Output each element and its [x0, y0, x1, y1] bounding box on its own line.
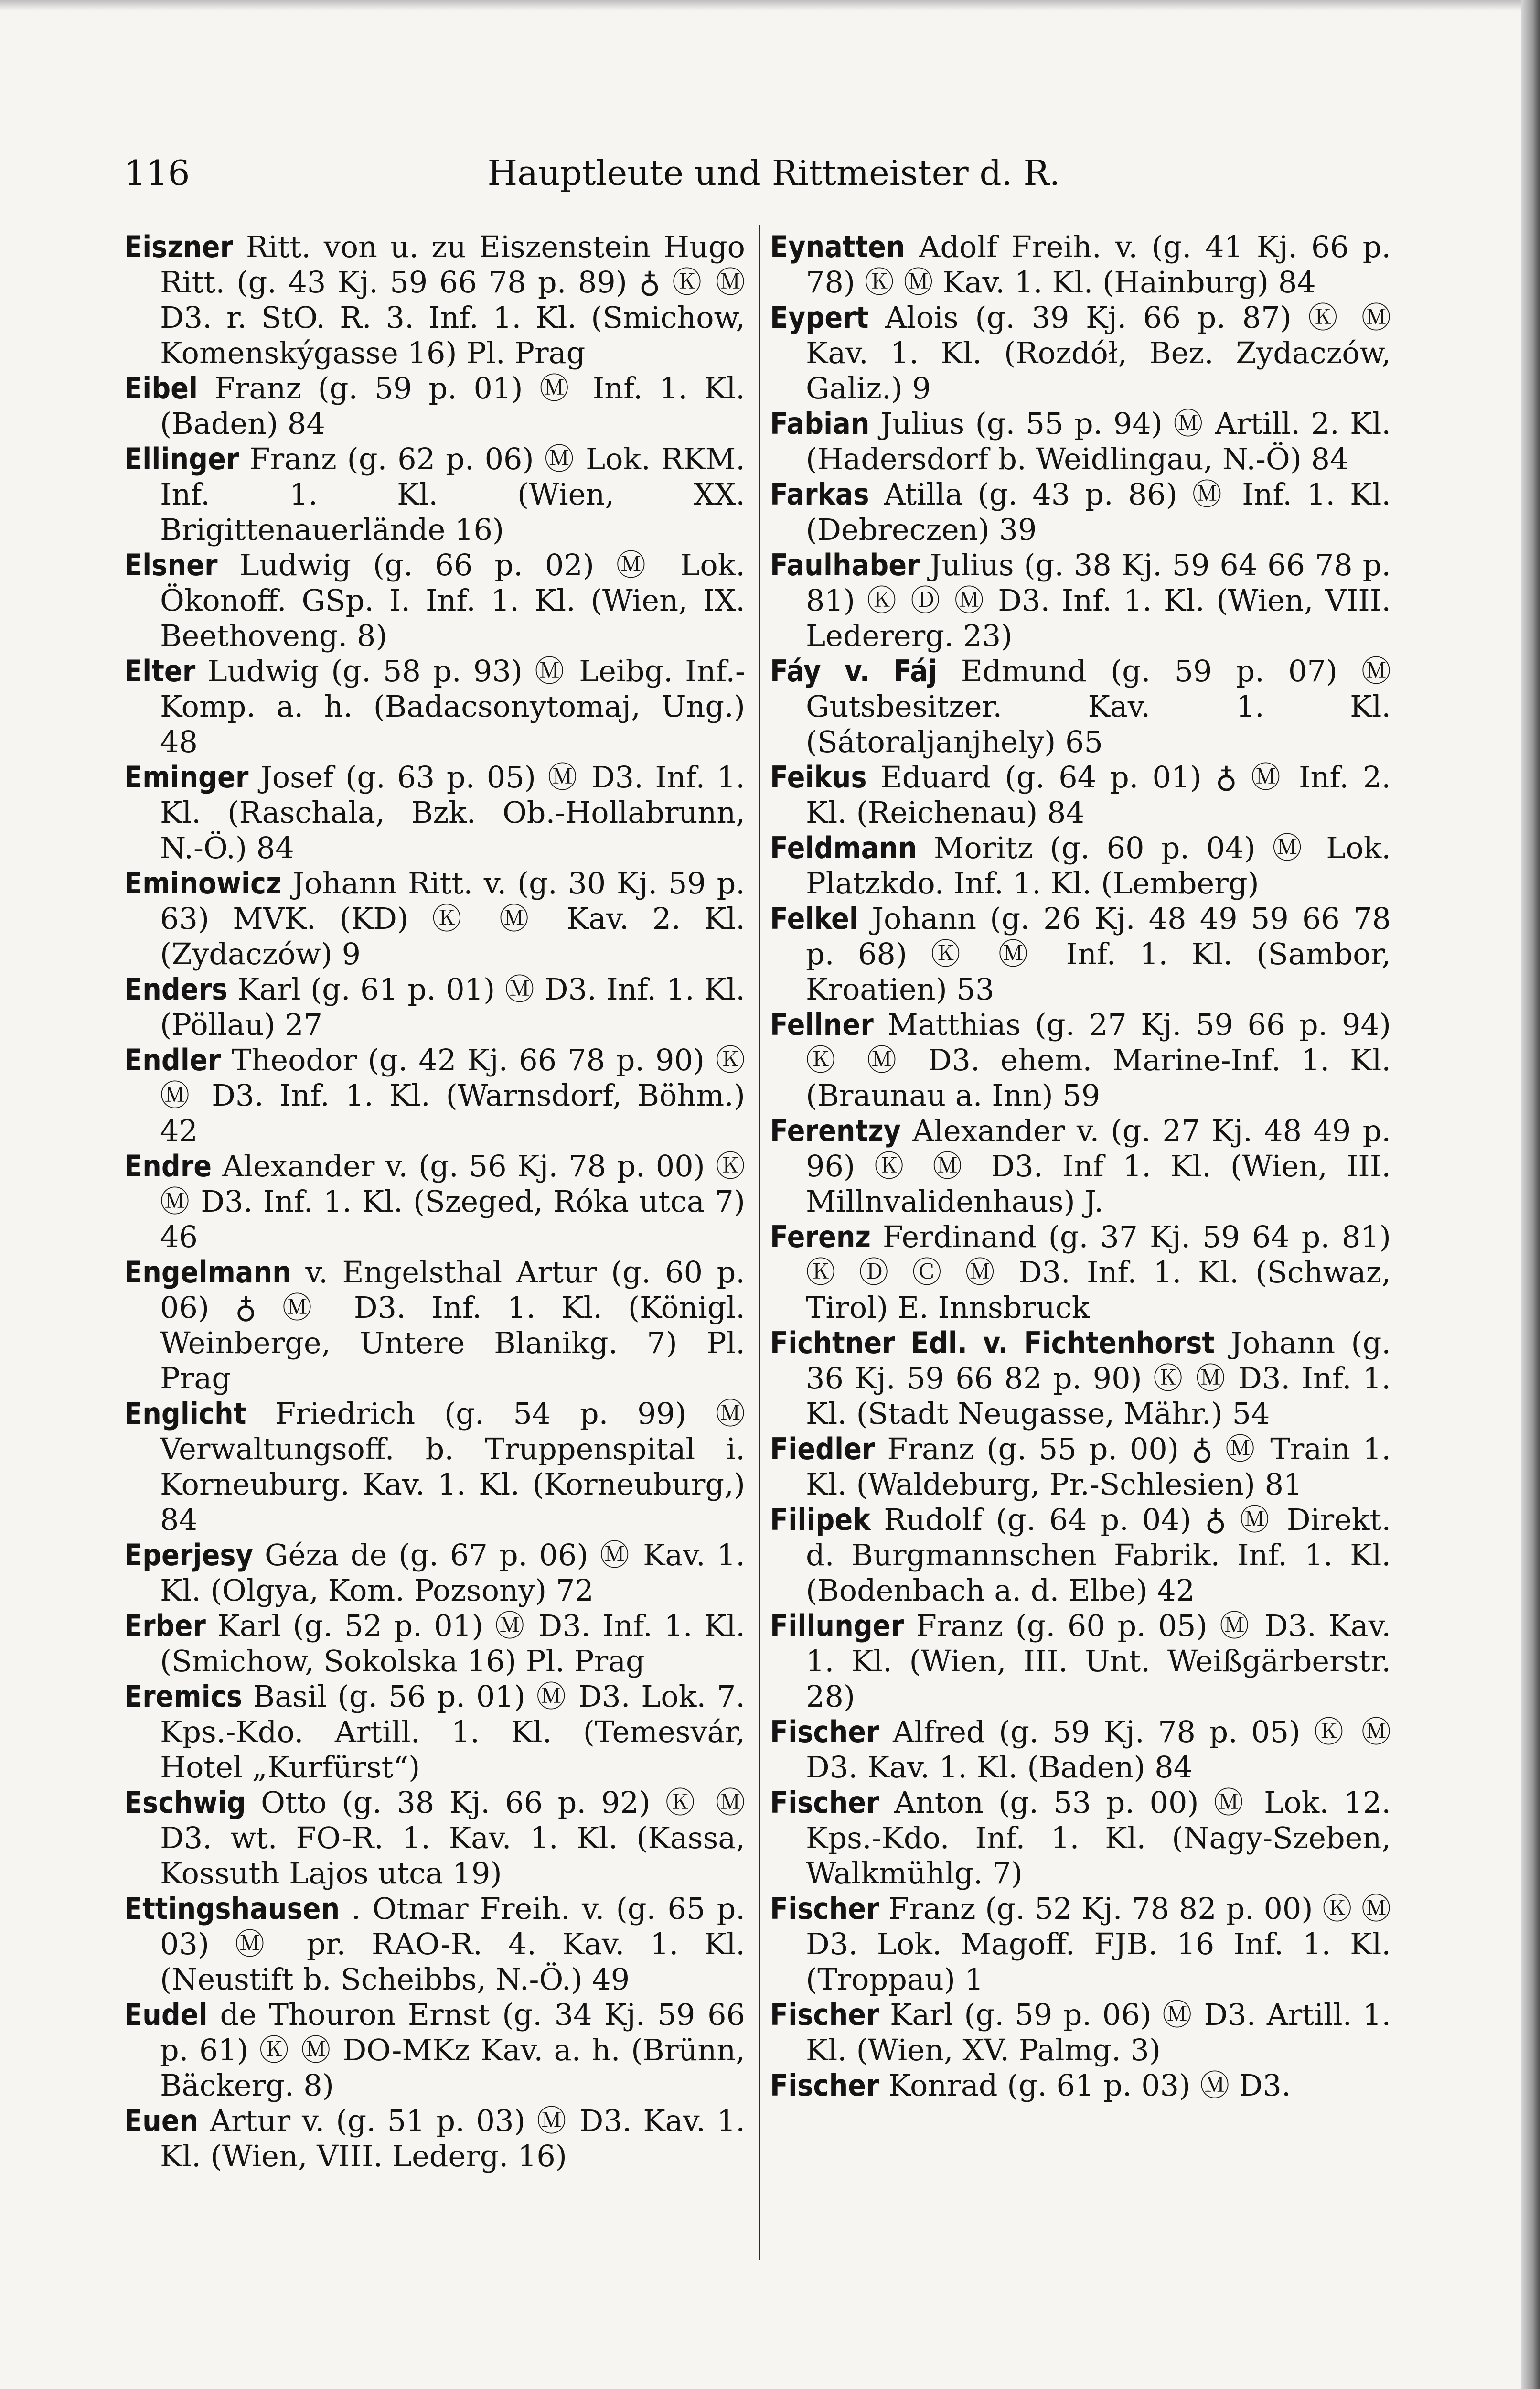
directory-entry	[124, 654, 745, 760]
entry-surname: Fellner	[770, 1007, 874, 1042]
directory-entry	[770, 1007, 1391, 1113]
entry-surname: Ettingshausen	[124, 1891, 340, 1926]
entry-surname: Ferenz	[770, 1219, 871, 1254]
entry-details: Moritz (g. 60 p. 04) Ⓜ Lok. Platzkdo. Inf. 1. Kl. (Lemberg)	[806, 830, 1391, 901]
directory-entry	[124, 1043, 745, 1149]
entry-surname: Eypert	[770, 300, 869, 335]
directory-entry	[124, 972, 745, 1043]
entry-surname: Feikus	[770, 760, 867, 795]
entry-surname: Enders	[124, 972, 228, 1007]
directory-entry	[124, 548, 745, 654]
entry-surname: Fabian	[770, 406, 870, 441]
entry-surname: Felkel	[770, 901, 858, 936]
directory-entry	[770, 1431, 1391, 1502]
entry-details: v. Engelsthal Artur (g. 60 p. 06) ♁ Ⓜ D3. Inf. 1. Kl. (Königl. Weinberge, Untere Blanikg. 7) Pl. Prag	[160, 1255, 745, 1396]
entry-details: Otto (g. 38 Kj. 66 p. 92) Ⓚ Ⓜ D3. wt. FO-R. 1. Kav. 1. Kl. (Kassa, Kossuth Lajos utca 19)	[160, 1785, 745, 1891]
right-column	[770, 229, 1391, 2103]
directory-entry	[770, 1113, 1391, 1219]
entry-surname: Fiedler	[770, 1431, 875, 1466]
directory-entry	[124, 229, 745, 371]
entry-surname: Feldmann	[770, 830, 917, 865]
directory-entry	[124, 1255, 745, 1396]
directory-entry	[770, 1891, 1391, 1997]
entry-details: Basil (g. 56 p. 01) Ⓜ D3. Lok. 7. Kps.-Kdo. Artill. 1. Kl. (Temesvár, Hotel „Kurfürst“)	[160, 1679, 745, 1785]
entry-details: . Otmar Freih. v. (g. 65 p. 03) Ⓜ pr. RAO-R. 4. Kav. 1. Kl. (Neustift b. Scheibbs, N.-Ö.) 49	[160, 1891, 745, 1997]
directory-entry	[124, 1538, 745, 1608]
entry-details: Julius (g. 55 p. 94) Ⓜ Artill. 2. Kl. (Hadersdorf b. Weidlingau, N.-Ö) 84	[806, 406, 1391, 476]
entry-details: Atilla (g. 43 p. 86) Ⓜ Inf. 1. Kl. (Debreczen) 39	[806, 477, 1391, 547]
directory-entry	[124, 1997, 745, 2103]
entry-details: Ritt. von u. zu Eiszenstein Hugo Ritt. (g. 43 Kj. 59 66 78 p. 89) ♁ Ⓚ Ⓜ D3. r. StO. R. 3. Inf. 1. Kl. (Smichow, Komenskýgasse 16) Pl. Prag	[160, 229, 745, 370]
entry-details: Anton (g. 53 p. 00) Ⓜ Lok. 12. Kps.-Kdo. Inf. 1. Kl. (Nagy-Szeben, Walkmühlg. 7)	[806, 1785, 1391, 1891]
entry-surname: Farkas	[770, 477, 869, 512]
entry-surname: Euen	[124, 2103, 199, 2138]
entry-details: Franz (g. 60 p. 05) Ⓜ D3. Kav. 1. Kl. (Wien, III. Unt. Weißgärberstr. 28)	[806, 1608, 1391, 1714]
entry-details: Géza de (g. 67 p. 06) Ⓜ Kav. 1. Kl. (Olgya, Kom. Pozsony) 72	[160, 1538, 745, 1608]
entry-details: Ludwig (g. 58 p. 93) Ⓜ Leibg. Inf.-Komp. a. h. (Badacsonytomaj, Ung.) 48	[160, 654, 745, 759]
entry-surname: Engelmann	[124, 1255, 291, 1290]
directory-entry	[770, 1325, 1391, 1431]
entry-surname: Eminger	[124, 760, 249, 795]
entry-details: Konrad (g. 61 p. 03) Ⓜ D3.	[888, 2068, 1291, 2103]
entry-details: Johann (g. 36 Kj. 59 66 82 p. 90) Ⓚ Ⓜ D3. Inf. 1. Kl. (Stadt Neugasse, Mähr.) 54	[806, 1325, 1391, 1431]
entry-surname: Elsner	[124, 548, 218, 582]
entry-details: Julius (g. 38 Kj. 59 64 66 78 p. 81) Ⓚ Ⓓ Ⓜ D3. Inf. 1. Kl. (Wien, VIII. Ledererg. 23)	[806, 548, 1391, 653]
entry-surname: Endler	[124, 1043, 221, 1077]
entry-surname: Eperjesy	[124, 1538, 253, 1572]
directory-entry	[124, 1608, 745, 1679]
directory-entry	[124, 371, 745, 441]
directory-entry	[124, 1679, 745, 1785]
entry-details: Karl (g. 59 p. 06) Ⓜ D3. Artill. 1. Kl. (Wien, XV. Palmg. 3)	[806, 1997, 1391, 2067]
entry-details: Friedrich (g. 54 p. 99) Ⓜ Verwaltungsoff. b. Truppenspital i. Korneuburg. Kav. 1. Kl. (Korneuburg,) 84	[160, 1396, 745, 1537]
left-column	[124, 229, 745, 2174]
directory-entry	[770, 548, 1391, 654]
page-right-edge	[1521, 0, 1540, 2389]
entry-details: Alois (g. 39 Kj. 66 p. 87) Ⓚ Ⓜ Kav. 1. Kl. (Rozdół, Bez. Zydaczów, Galiz.) 9	[806, 300, 1391, 406]
entry-details: Franz (g. 55 p. 00) ♁ Ⓜ Train 1. Kl. (Waldeburg, Pr.-Schlesien) 81	[806, 1431, 1391, 1502]
entry-details: Johann Ritt. v. (g. 30 Kj. 59 p. 63) MVK. (KD) Ⓚ Ⓜ Kav. 2. Kl. (Zydaczów) 9	[160, 866, 745, 971]
entry-details: Artur v. (g. 51 p. 03) Ⓜ D3. Kav. 1. Kl. (Wien, VIII. Lederg. 16)	[160, 2103, 745, 2174]
entry-surname: Fichtner Edl. v. Fichtenhorst	[770, 1325, 1215, 1360]
page-title: Hauptleute und Rittmeister d. R.	[487, 153, 1060, 193]
entry-surname: Ferentzy	[770, 1113, 901, 1148]
page-number: 116	[124, 153, 190, 193]
directory-entry	[124, 1149, 745, 1255]
entry-details: Karl (g. 61 p. 01) Ⓜ D3. Inf. 1. Kl. (Pöllau) 27	[160, 972, 745, 1042]
entry-details: Alexander v. (g. 56 Kj. 78 p. 00) Ⓚ Ⓜ D3. Inf. 1. Kl. (Szeged, Róka utca 7) 46	[160, 1149, 745, 1254]
entry-surname: Endre	[124, 1149, 212, 1184]
directory-entry	[124, 2103, 745, 2174]
entry-surname: Filipek	[770, 1502, 871, 1537]
entry-details: Franz (g. 52 Kj. 78 82 p. 00) Ⓚ Ⓜ D3. Lok. Magoff. FJB. 16 Inf. 1. Kl. (Troppau) 1	[806, 1891, 1391, 1997]
directory-entry	[770, 760, 1391, 830]
directory-entry	[124, 1785, 745, 1891]
entry-details: Eduard (g. 64 p. 01) ♁ Ⓜ Inf. 2. Kl. (Reichenau) 84	[806, 760, 1391, 830]
directory-entry	[770, 1785, 1391, 1891]
directory-entry	[124, 1396, 745, 1538]
entry-surname: Eiszner	[124, 229, 233, 264]
entry-details: Ludwig (g. 66 p. 02) Ⓜ Lok. Ökonoff. GSp. I. Inf. 1. Kl. (Wien, IX. Beethoveng. 8)	[160, 548, 745, 653]
entry-surname: Erber	[124, 1608, 206, 1643]
directory-entry	[770, 300, 1391, 406]
entry-details: Josef (g. 63 p. 05) Ⓜ D3. Inf. 1. Kl. (Raschala, Bzk. Ob.-Hollabrunn, N.-Ö.) 84	[160, 760, 745, 865]
directory-entry	[770, 477, 1391, 548]
directory-entry	[770, 406, 1391, 477]
directory-entry	[124, 441, 745, 548]
directory-entry	[124, 760, 745, 866]
entry-surname: Fischer	[770, 1891, 879, 1926]
entry-surname: Englicht	[124, 1396, 246, 1431]
entry-surname: Fischer	[770, 1785, 879, 1820]
entry-surname: Ellinger	[124, 441, 239, 476]
entry-details: Rudolf (g. 64 p. 04) ♁ Ⓜ Direkt. d. Burgmannschen Fabrik. Inf. 1. Kl. (Bodenbach a. d. Elbe) 42	[806, 1502, 1391, 1608]
entry-surname: Eynatten	[770, 229, 905, 264]
page-top-edge	[0, 0, 1540, 11]
directory-entry	[124, 1891, 745, 1997]
entry-surname: Faulhaber	[770, 548, 920, 582]
entry-details: Franz (g. 62 p. 06) Ⓜ Lok. RKM. Inf. 1. Kl. (Wien, XX. Brigittenauerlände 16)	[160, 441, 745, 547]
entry-details: Johann (g. 26 Kj. 48 49 59 66 78 p. 68) Ⓚ Ⓜ Inf. 1. Kl. (Sambor, Kroatien) 53	[806, 901, 1391, 1007]
entry-details: de Thouron Ernst (g. 34 Kj. 59 66 p. 61) Ⓚ Ⓜ DO-MKz Kav. a. h. (Brünn, Bäckerg. 8)	[160, 1997, 745, 2103]
entry-surname: Fillunger	[770, 1608, 904, 1643]
column-divider	[759, 225, 760, 2260]
entry-details: Alexander v. (g. 27 Kj. 48 49 p. 96) Ⓚ Ⓜ D3. Inf 1. Kl. (Wien, III. Millnvalidenhaus) J.	[806, 1113, 1391, 1219]
directory-entry	[770, 1219, 1391, 1325]
directory-entry	[770, 1714, 1391, 1785]
entry-details: Theodor (g. 42 Kj. 66 78 p. 90) Ⓚ Ⓜ D3. Inf. 1. Kl. (Warnsdorf, Böhm.) 42	[160, 1043, 745, 1148]
entry-details: Ferdinand (g. 37 Kj. 59 64 p. 81) Ⓚ Ⓓ Ⓒ Ⓜ D3. Inf. 1. Kl. (Schwaz, Tirol) E. Innsbruck	[806, 1219, 1391, 1325]
entry-surname: Eminowicz	[124, 866, 282, 901]
entry-surname: Fischer	[770, 1997, 879, 2032]
directory-entry	[124, 866, 745, 972]
entry-details: Edmund (g. 59 p. 07) Ⓜ Gutsbesitzer. Kav. 1. Kl. (Sátoraljanjhely) 65	[806, 654, 1391, 759]
entry-details: Karl (g. 52 p. 01) Ⓜ D3. Inf. 1. Kl. (Smichow, Sokolska 16) Pl. Prag	[160, 1608, 745, 1679]
entry-surname: Elter	[124, 654, 196, 689]
directory-entry	[770, 830, 1391, 901]
entry-surname: Eschwig	[124, 1785, 246, 1820]
entry-surname: Eibel	[124, 371, 198, 406]
directory-entry	[770, 2068, 1391, 2103]
directory-entry	[770, 1997, 1391, 2068]
directory-entry	[770, 901, 1391, 1007]
entry-details: Adolf Freih. v. (g. 41 Kj. 66 p. 78) Ⓚ Ⓜ Kav. 1. Kl. (Hainburg) 84	[806, 229, 1391, 300]
directory-entry	[770, 1502, 1391, 1608]
directory-entry	[770, 1608, 1391, 1714]
directory-entry	[770, 654, 1391, 760]
entry-details: Franz (g. 59 p. 01) Ⓜ Inf. 1. Kl. (Baden) 84	[160, 371, 745, 441]
entry-surname: Eremics	[124, 1679, 242, 1714]
entry-details: Alfred (g. 59 Kj. 78 p. 05) Ⓚ Ⓜ D3. Kav. 1. Kl. (Baden) 84	[806, 1714, 1391, 1785]
page-header	[124, 153, 1423, 205]
entry-surname: Fischer	[770, 2068, 879, 2103]
entry-surname: Fáy v. Fáj	[770, 654, 937, 689]
entry-surname: Fischer	[770, 1714, 879, 1749]
directory-entry	[770, 229, 1391, 300]
entry-surname: Eudel	[124, 1997, 208, 2032]
entry-details: Matthias (g. 27 Kj. 59 66 p. 94) Ⓚ Ⓜ D3. ehem. Marine-Inf. 1. Kl. (Braunau a. Inn) 59	[806, 1007, 1391, 1113]
